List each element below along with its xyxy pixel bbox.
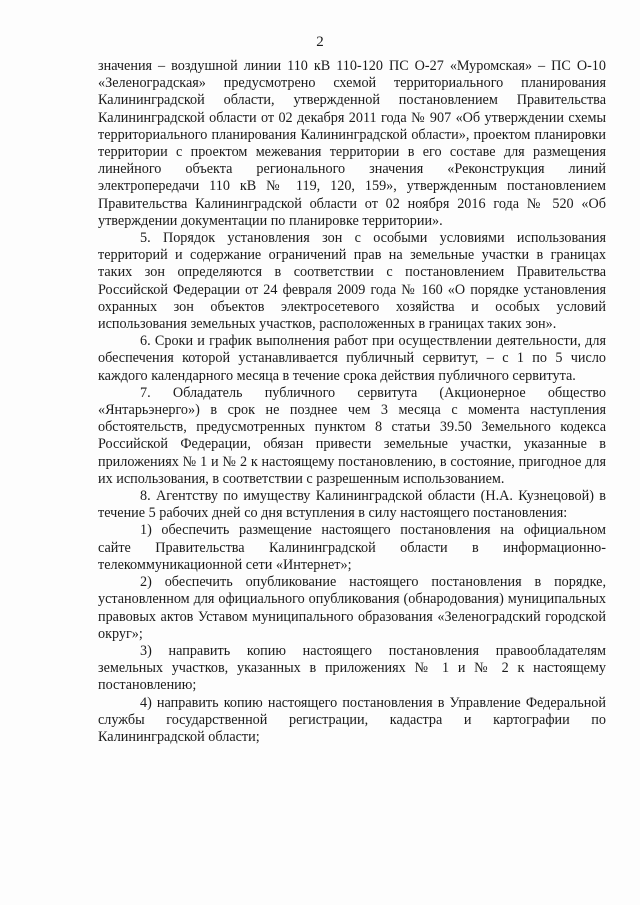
document-body xyxy=(98,58,606,746)
subitem-2: 2) обеспечить опубликование настоящего постановления в порядке, установленном для официального опубликования (обнародования) муниципальных правовых актов Уставом муниципального образования «Зеленоградский городской округ»; xyxy=(98,574,606,642)
paragraph-item-8: 8. Агентству по имуществу Калининградской области (Н.А. Кузнецовой) в течение 5 рабочих дней со дня вступления в силу настоящего постановления: xyxy=(98,488,606,522)
paragraph-item-7: 7. Обладатель публичного сервитута (Акционерное общество «Янтарьэнерго») в срок не позднее чем 3 месяца с момента наступления обстоятельств, предусмотренных пунктом 8 статьи 39.50 Земельного кодекса Российской Федерации, обязан привести земельные участки, указанные в приложениях № 1 и № 2 к настоящему постановлению, в состояние, пригодное для их использования, в соответствии с разрешенным использованием. xyxy=(98,384,606,487)
paragraph-item-5: 5. Порядок установления зон с особыми условиями использования территорий и содержание ограничений прав на земельные участки в границах таких зон определяются в соответствии с постановлением Правительства Российской Федерации от 24 февраля 2009 года № 160 «О порядке установления охранных зон объектов электросетевого хозяйства и особых условий использования земельных участков, расположенных в границах таких зон». xyxy=(98,230,606,333)
subitem-1: 1) обеспечить размещение настоящего постановления на официальном сайте Правительства Калининградской области в информационно-телекоммуникационной сети «Интернет»; xyxy=(98,522,606,573)
paragraph-continuation: значения – воздушной линии 110 кВ 110-120 ПС О-27 «Муромская» – ПС О-10 «Зеленоградская» предусмотрено схемой территориального планирования Калининградской области, утвержденной постановлением Правительства Калининградской области от 02 декабря 2011 года № 907 «Об утверждении схемы территориального планирования Калининградской области», проектом планировки территории с проектом межевания территории в его составе для размещения линейного объекта регионального значения «Реконструкция линий электропередачи 110 кВ № 119, 120, 159», утвержденным постановлением Правительства Калининградской области от 02 ноября 2016 года № 520 «Об утверждении документации по планировке территории». xyxy=(98,58,606,229)
subitem-4: 4) направить копию настоящего постановления в Управление Федеральной службы государственной регистрации, кадастра и картографии по Калининградской области; xyxy=(98,694,606,745)
paragraph-item-6: 6. Сроки и график выполнения работ при осуществлении деятельности, для обеспечения которой устанавливается публичный сервитут, – с 1 по 5 число каждого календарного месяца в течение срока действия публичного сервитута. xyxy=(98,333,606,384)
subitem-3: 3) направить копию настоящего постановления правообладателям земельных участков, указанных в приложениях № 1 и № 2 к настоящему постановлению; xyxy=(98,642,606,694)
page-number: 2 xyxy=(316,34,324,50)
